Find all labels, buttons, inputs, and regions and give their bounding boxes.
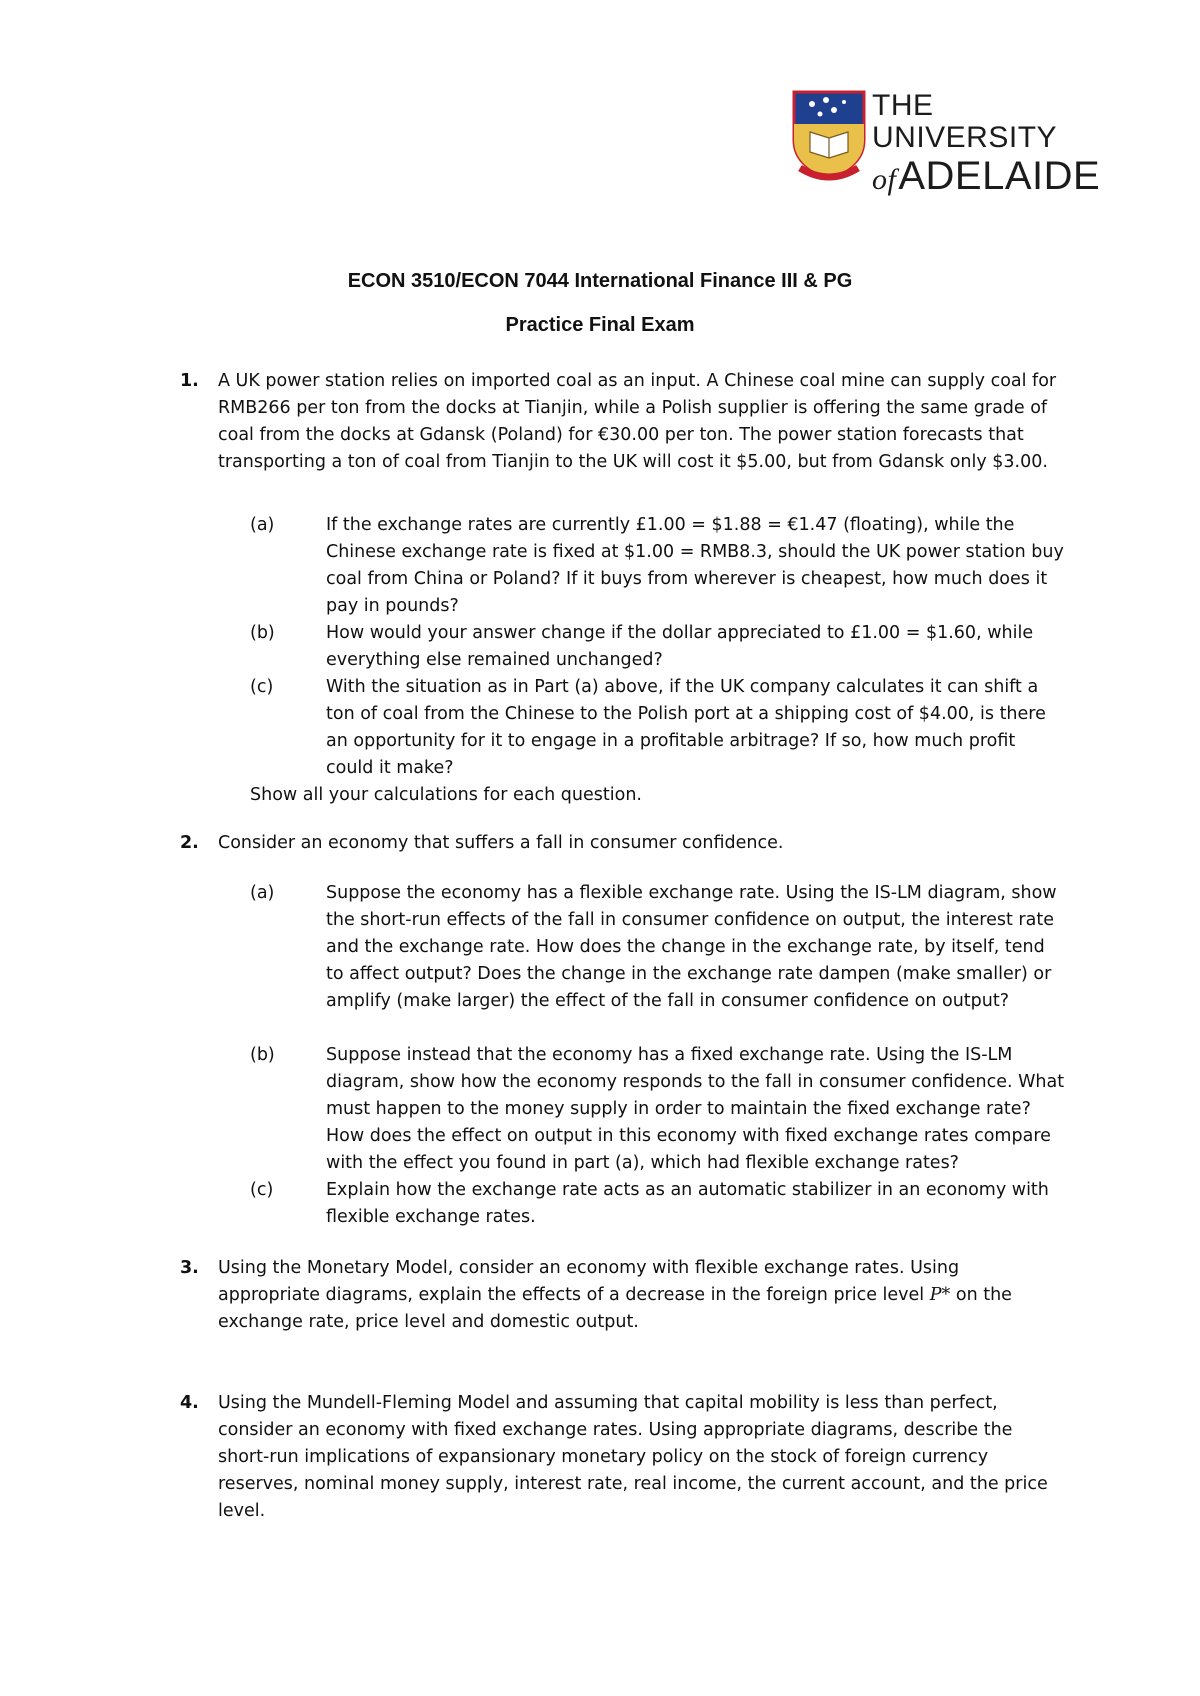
question-1-number: 1.: [180, 371, 199, 391]
question-1b-label: (b): [250, 623, 275, 643]
university-name-of: of: [872, 163, 897, 196]
university-name-line2: [872, 154, 1100, 202]
university-name-line1: THE UNIVERSITY: [872, 89, 1058, 154]
question-4-number: 4.: [180, 1393, 199, 1413]
question-2-text: Consider an economy that suffers a fall in consumer confidence.: [218, 833, 784, 853]
university-wordmark: [872, 90, 1100, 202]
question-1c-label: (c): [250, 677, 274, 697]
question-2-number: 2.: [180, 833, 199, 853]
question-2b-label: (b): [250, 1045, 275, 1065]
course-title: ECON 3510/ECON 7044 International Finance III & PG: [347, 270, 853, 292]
question-1a-label: (a): [250, 515, 275, 535]
question-1a-text: If the exchange rates are currently £1.00 = $1.88 = €1.47 (floating), while the Chinese exchange rate is fixed at $1.00 = RMB8.3, should the UK power station buy coal from China or Poland? If it buys from wherever is cheapest, how much does it pay in pounds?: [326, 515, 1064, 616]
foreign-price-level-symbol: P*: [929, 1285, 951, 1305]
question-2a-label: (a): [250, 883, 275, 903]
question-3-text: [218, 1255, 1058, 1336]
university-name-adelaide: ADELAIDE: [898, 154, 1101, 198]
question-1-text: A UK power station relies on imported coal as an input. A Chinese coal mine can supply coal for RMB266 per ton from the docks at Tianjin, while a Polish supplier is offering the same grade of coal from the docks at Gdansk (Poland) for €30.00 per ton. The power station forecasts that transporting a ton of coal from Tianjin to the UK will cost it $5.00, but from Gdansk only $3.00.: [218, 371, 1057, 472]
question-2b-text: Suppose instead that the economy has a fixed exchange rate. Using the IS-LM diagram, show how the economy responds to the fall in consumer confidence. What must happen to the money supply in order to maintain the fixed exchange rate? How does the effect on output in this economy with fixed exchange rates compare with the effect you found in part (a), which had flexible exchange rates?: [326, 1045, 1065, 1173]
question-2a-text: Suppose the economy has a flexible exchange rate. Using the IS-LM diagram, show the short-run effects of the fall in consumer confidence on output, the interest rate and the exchange rate. How does the change in the exchange rate, by itself, tend to affect output? Does the change in the exchange rate dampen (make smaller) or amplify (make larger) the effect of the fall in consumer confidence on output?: [326, 883, 1057, 1011]
university-crest-icon: [790, 88, 868, 184]
question-3-text-before: Using the Monetary Model, consider an economy with flexible exchange rates. Using appropriate diagrams, explain the effects of a decrease in the foreign price level: [218, 1258, 960, 1305]
question-3-number: 3.: [180, 1258, 199, 1278]
question-4-text: Using the Mundell-Fleming Model and assuming that capital mobility is less than perfect, consider an economy with fixed exchange rates. Using appropriate diagrams, describe the short-run implications of expansionary monetary policy on the stock of foreign currency reserves, nominal money supply, interest rate, real income, the current account, and the price level.: [218, 1393, 1048, 1521]
exam-title: Practice Final Exam: [505, 314, 695, 336]
question-3-text-after: on the exchange rate, price level and domestic output.: [218, 1285, 1012, 1332]
question-2c-text: Explain how the exchange rate acts as an automatic stabilizer in an economy with flexible exchange rates.: [326, 1180, 1049, 1227]
question-1-note: Show all your calculations for each question.: [250, 785, 642, 805]
question-2c-label: (c): [250, 1180, 274, 1200]
question-1b-text: How would your answer change if the dollar appreciated to £1.00 = $1.60, while everything else remained unchanged?: [326, 623, 1034, 670]
question-1c-text: With the situation as in Part (a) above, if the UK company calculates it can shift a ton of coal from the Chinese to the Polish port at a shipping cost of $4.00, is there an opportunity for it to engage in a profitable arbitrage? If so, how much profit could it make?: [326, 677, 1046, 778]
university-logo: [790, 88, 1101, 198]
